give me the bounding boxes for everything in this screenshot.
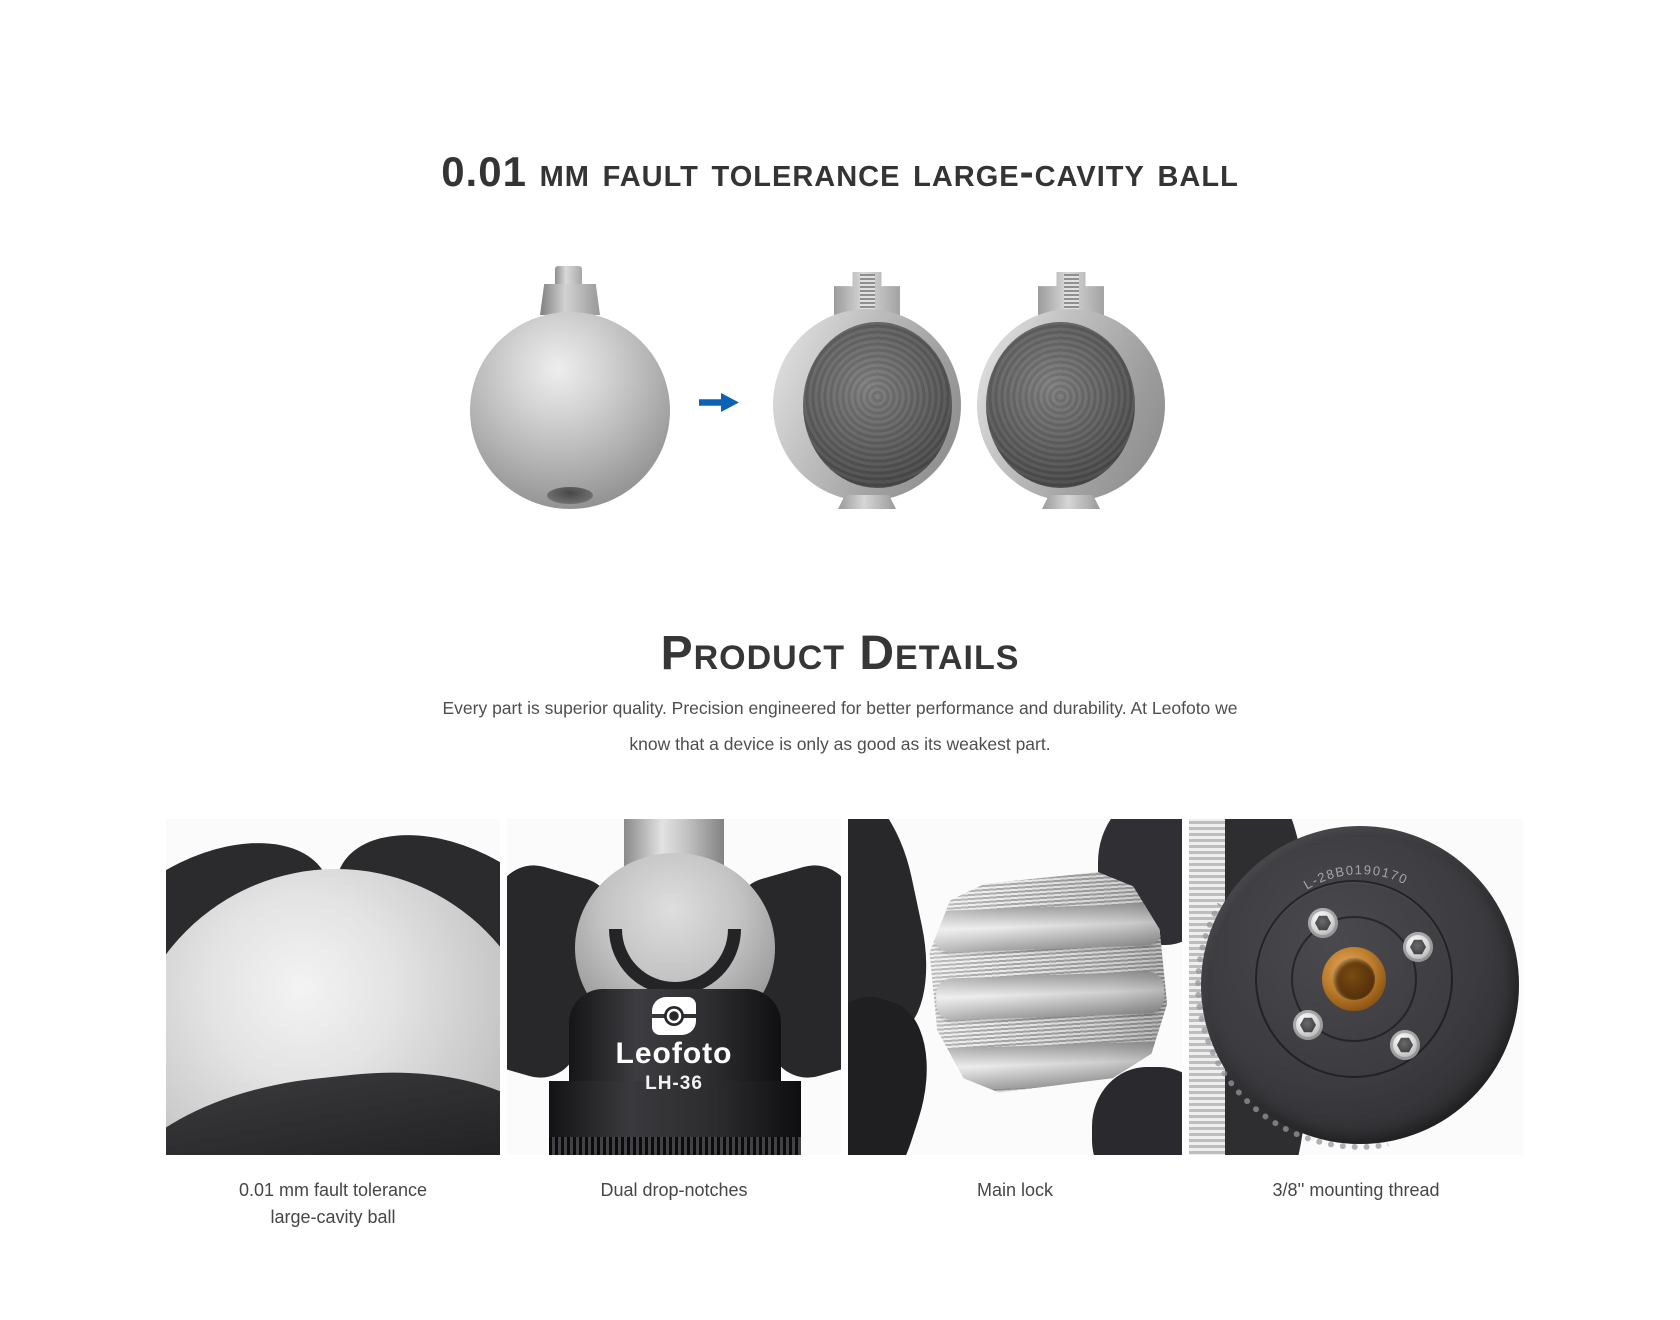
- ball-stem-nub: [555, 266, 582, 285]
- detail-figures: [166, 819, 1523, 1231]
- caption-text: 3/8'' mounting thread: [1272, 1180, 1440, 1200]
- svg-text:L-28B0190170: [1301, 862, 1411, 892]
- serial-text: L-28B0190170: [1300, 862, 1411, 893]
- cutaway-foot: [1042, 495, 1100, 509]
- brand-label: Leofoto: [615, 1037, 733, 1070]
- figure-caption: [977, 1177, 1053, 1204]
- detail-photo-ball: [166, 819, 500, 1155]
- ball-bottom-hole: [547, 487, 593, 504]
- description-line-2: know that a device is only as good as its weakest part.: [629, 734, 1051, 754]
- cutaway-ball: [977, 309, 1165, 501]
- figure-caption: [1273, 1177, 1440, 1204]
- page-title: 0.01 mm fault tolerance large-cavity ball: [441, 148, 1239, 195]
- figure-main-lock: [848, 819, 1182, 1231]
- leofoto-logo-icon: [652, 997, 696, 1035]
- figure-caption: [226, 1177, 441, 1231]
- model-label: LH-36: [645, 1073, 703, 1094]
- cutaway-thread: [860, 274, 875, 314]
- cutaway-cavity: [803, 322, 952, 488]
- cutaway-foot: [838, 495, 896, 509]
- panning-knurl: [549, 1137, 801, 1155]
- detail-photo-head: [507, 819, 841, 1155]
- description-line-1: Every part is superior quality. Precision engineered for better performance and durability. At Leofoto we: [442, 698, 1238, 718]
- solid-ball: [470, 312, 670, 509]
- caption-text: 0.01 mm fault tolerance large-cavity ball: [238, 1180, 428, 1227]
- caption-text: Dual drop-notches: [600, 1180, 748, 1200]
- caption-text: Main lock: [976, 1180, 1054, 1200]
- section-description: [0, 690, 1680, 762]
- figure-drop-notches: [507, 819, 841, 1231]
- figure-caption: [600, 1177, 747, 1204]
- figure-mounting-thread: [1189, 819, 1523, 1231]
- figure-large-cavity-ball: [166, 819, 500, 1231]
- cutaway-thread: [1064, 274, 1079, 314]
- ball-stem-collar: [540, 284, 600, 315]
- detail-photo-base: [1189, 819, 1523, 1155]
- arrow-right-icon: [699, 393, 739, 412]
- section-title: Product Details: [660, 627, 1020, 680]
- cutaway-cavity: [986, 322, 1135, 488]
- cutaway-ball: [773, 309, 961, 501]
- head-part: [1092, 1067, 1182, 1155]
- detail-photo-knob: [848, 819, 1182, 1155]
- serial-engraving: [1201, 826, 1519, 1144]
